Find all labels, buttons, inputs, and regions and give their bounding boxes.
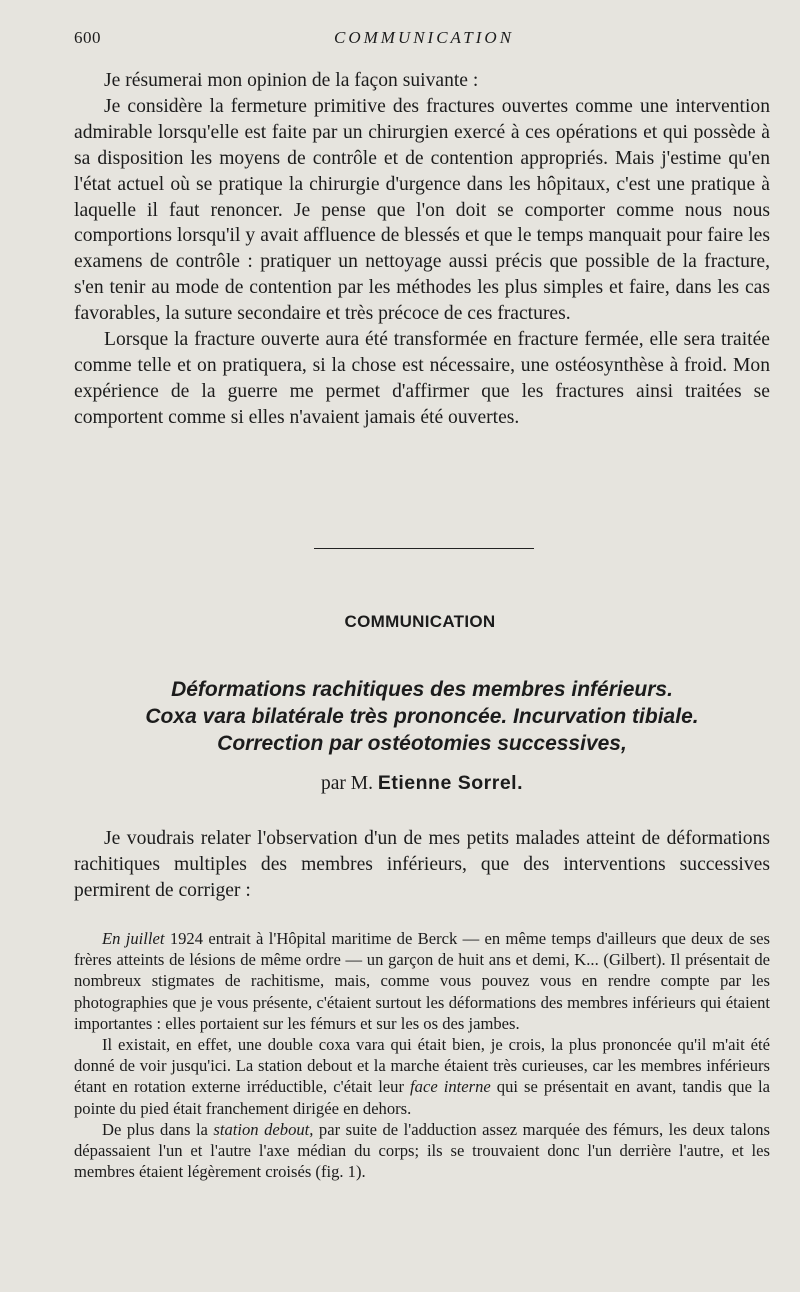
observation-date: En juillet: [102, 929, 165, 948]
observation-text-run: Il existait, en effet, une double coxa vara qui était bien, je crois, la plus prononcée qu'il m'ait été donné de voir jusqu'ici. La station debout et la marche étaient très curieuses, car les membres inférieurs étant en rotation externe irréductible, c'était leur: [74, 1035, 770, 1097]
section-divider: [314, 548, 534, 549]
title-line: Déformations rachitiques des membres inférieurs.: [171, 678, 673, 701]
observation-text: [74, 928, 770, 1182]
section-heading: COMMUNICATION: [344, 612, 496, 631]
observation-text-run: De plus dans la: [102, 1119, 214, 1139]
observation-text-run: 1924 entrait à l'Hôpital maritime de Berck — en même temps d'ailleurs que deux de ses frères atteints de lésions de même ordre — un garçon de huit ans et demi, K... (Gilbert). Il présentait de nombreux stigmates de rachitisme, mais, comme vous pouvez vous en rendre compte par les photographies que je vous présente, c'étaient surtout les déformations des membres inférieurs qui étaient importantes : elles portaient sur les fémurs et sur les os des jambes.: [74, 929, 771, 1033]
observation-emphasis: station debout,: [213, 1119, 314, 1139]
article-title: [74, 676, 770, 757]
lead-text: [74, 826, 770, 904]
lead-paragraph: Je voudrais relater l'observation d'un de mes petits malades atteint de déformations rachitiques multiples des membres inférieurs, que des interventions successives permirent de corriger :: [74, 828, 770, 901]
observation-text-run: par suite de l'adduction assez marquée des fémurs, les deux talons dépassaient l'un et l'autre l'axe médian du corps; ils se trouvaient donc l'un derrière l'autre, et les membres étaient légèrement croisés (fig. 1).: [74, 1119, 770, 1182]
observation-text-run: qui se présentait en avant, tandis que la pointe du pied était franchement dirigée en dehors.: [74, 1077, 770, 1118]
page-number: 600: [74, 28, 101, 47]
intro-text: [74, 68, 770, 431]
running-header: [74, 28, 770, 52]
title-line: Coxa vara bilatérale très prononcée. Incurvation tibiale.: [145, 705, 699, 728]
observation-emphasis: face interne: [410, 1077, 491, 1097]
author-prefix: par M.: [321, 773, 373, 794]
intro-paragraph: Je considère la fermeture primitive des fractures ouvertes comme une intervention admirable lorsqu'elle est faite par un chirurgien exercé à ces opérations et qui possède à sa disposition les moyens de contrôle et de contention appropriés. Mais j'estime qu'en l'état actuel où se pratique la chirurgie d'urgence dans les hôpitaux, c'est une pratique à laquelle il faut renoncer. Je pense que l'on doit se comporter comme nous nous comportions lorsqu'il y avait affluence de blessés et que le temps manquait pour faire les examens de contrôle : pratiquer un nettoyage aussi précis que possible de la fracture, s'en tenir au mode de contention par les méthodes les plus simples et faire, dans les cas favorables, la suture secondaire et très précoce de ces fractures.: [74, 95, 770, 325]
running-title: COMMUNICATION: [334, 28, 515, 47]
intro-paragraph: Lorsque la fracture ouverte aura été transformée en fracture fermée, elle sera traitée comme telle et on pratiquera, si la chose est nécessaire, une ostéosynthèse à froid. Mon expérience de la guerre me permet d'affirmer que les fractures ainsi traitées se comportent comme si elles n'avaient jamais été ouvertes.: [74, 329, 770, 428]
title-line: Correction par ostéotomies successives,: [217, 732, 627, 755]
observation-paragraph: [74, 928, 770, 1034]
author-name: Etienne Sorrel.: [377, 772, 523, 794]
intro-paragraph: Je résumerai mon opinion de la façon suivante :: [104, 70, 479, 91]
observation-paragraph: [74, 1119, 770, 1183]
author-line: [74, 772, 770, 795]
observation-paragraph: [74, 1034, 770, 1119]
